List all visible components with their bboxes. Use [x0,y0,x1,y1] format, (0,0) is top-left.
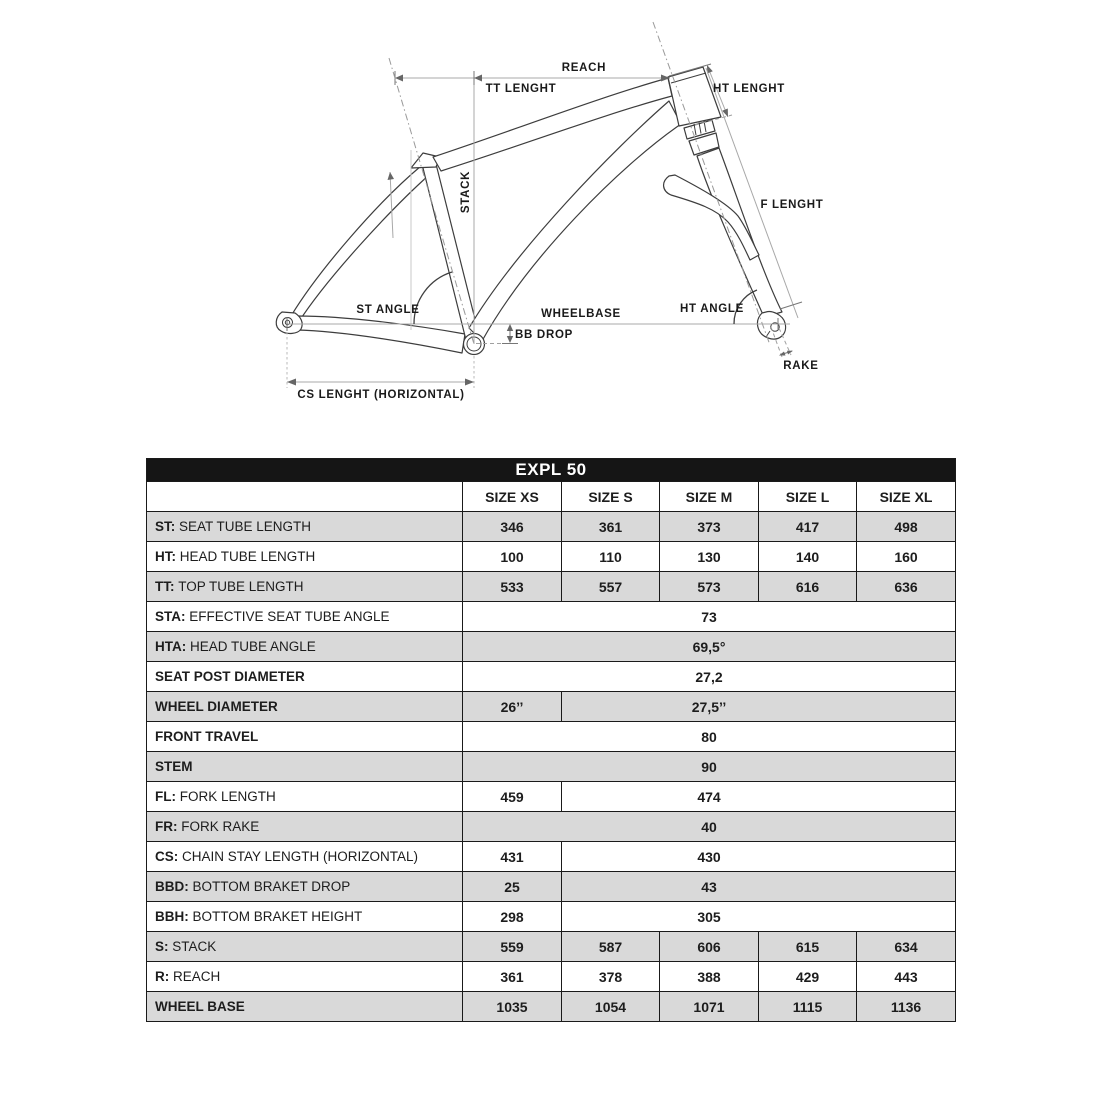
label-f-length: F LENGHT [760,199,824,211]
table-row [147,542,956,572]
row-label: HTA: HEAD TUBE ANGLE [147,632,463,662]
cell: 616 [759,572,857,602]
cell: 1071 [660,992,759,1022]
table-row [147,572,956,602]
cell: 25 [463,872,562,902]
cell: 140 [759,542,857,572]
table-row [147,992,956,1022]
cell: 378 [562,962,660,992]
row-label: R: REACH [147,962,463,992]
label-tt-length: TT LENGHT [485,83,557,95]
geometry-spec-table [146,458,956,1022]
col-header-size-xl: SIZE XL [857,482,956,512]
cell-merged: 43 [562,872,956,902]
col-header-size-xs: SIZE XS [463,482,562,512]
cell: 634 [857,932,956,962]
table-row [147,512,956,542]
cell-merged: 27,2 [463,662,956,692]
row-label: WHEEL BASE [147,992,463,1022]
table-title-row [147,459,956,482]
cell: 557 [562,572,660,602]
table-row [147,692,956,722]
cell-merged: 40 [463,812,956,842]
cell: 533 [463,572,562,602]
cell: 606 [660,932,759,962]
cell: 1054 [562,992,660,1022]
cell-merged: 27,5’’ [562,692,956,722]
table-row [147,962,956,992]
table-row [147,602,956,632]
row-label: FR: FORK RAKE [147,812,463,842]
row-label: S: STACK [147,932,463,962]
corner-cell [147,482,463,512]
col-header-size-m: SIZE M [660,482,759,512]
cell: 587 [562,932,660,962]
row-label: FL: FORK LENGTH [147,782,463,812]
row-label: BBD: BOTTOM BRAKET DROP [147,872,463,902]
cell: 361 [463,962,562,992]
cell: 373 [660,512,759,542]
col-header-size-l: SIZE L [759,482,857,512]
table-row [147,752,956,782]
table-row [147,842,956,872]
cell-merged: 73 [463,602,956,632]
cell-merged: 80 [463,722,956,752]
row-label: BBH: BOTTOM BRAKET HEIGHT [147,902,463,932]
cell: 361 [562,512,660,542]
cell: 417 [759,512,857,542]
label-ht-length: HT LENGHT [712,83,786,95]
table-row [147,932,956,962]
cell: 130 [660,542,759,572]
row-label: WHEEL DIAMETER [147,692,463,722]
cell: 636 [857,572,956,602]
label-stack: STACK [460,170,472,214]
row-label: ST: SEAT TUBE LENGTH [147,512,463,542]
cell: 459 [463,782,562,812]
cell: 429 [759,962,857,992]
row-label: TT: TOP TUBE LENGTH [147,572,463,602]
cell: 1035 [463,992,562,1022]
table-header-row [147,482,956,512]
cell: 1115 [759,992,857,1022]
cell: 298 [463,902,562,932]
table-row [147,722,956,752]
row-label: STEM [147,752,463,782]
cell: 559 [463,932,562,962]
cell-merged: 90 [463,752,956,782]
row-label: SEAT POST DIAMETER [147,662,463,692]
cell: 498 [857,512,956,542]
table-title: EXPL 50 [147,459,956,482]
label-cs-length: CS LENGHT (HORIZONTAL) [297,389,465,401]
label-bb-drop: BB DROP [515,329,573,341]
cell: 346 [463,512,562,542]
table-row [147,782,956,812]
label-ht-angle: HT ANGLE [680,303,744,315]
cell: 573 [660,572,759,602]
cell: 100 [463,542,562,572]
label-st-angle: ST ANGLE [356,304,420,316]
table-row [147,902,956,932]
row-label: CS: CHAIN STAY LENGTH (HORIZONTAL) [147,842,463,872]
cell-merged: 430 [562,842,956,872]
table-row [147,812,956,842]
table-row [147,632,956,662]
cell: 388 [660,962,759,992]
cell: 615 [759,932,857,962]
cell-merged: 474 [562,782,956,812]
label-wheelbase: WHEELBASE [541,308,621,320]
cell: 26’’ [463,692,562,722]
label-reach: REACH [561,62,607,74]
cell-merged: 69,5° [463,632,956,662]
geometry-diagram [0,0,1100,452]
row-label: HT: HEAD TUBE LENGTH [147,542,463,572]
label-rake: RAKE [783,360,819,372]
cell: 431 [463,842,562,872]
row-label: FRONT TRAVEL [147,722,463,752]
cell-merged: 305 [562,902,956,932]
cell: 443 [857,962,956,992]
row-label: STA: EFFECTIVE SEAT TUBE ANGLE [147,602,463,632]
table-row [147,662,956,692]
cell: 1136 [857,992,956,1022]
cell: 110 [562,542,660,572]
col-header-size-s: SIZE S [562,482,660,512]
cell: 160 [857,542,956,572]
table-row [147,872,956,902]
